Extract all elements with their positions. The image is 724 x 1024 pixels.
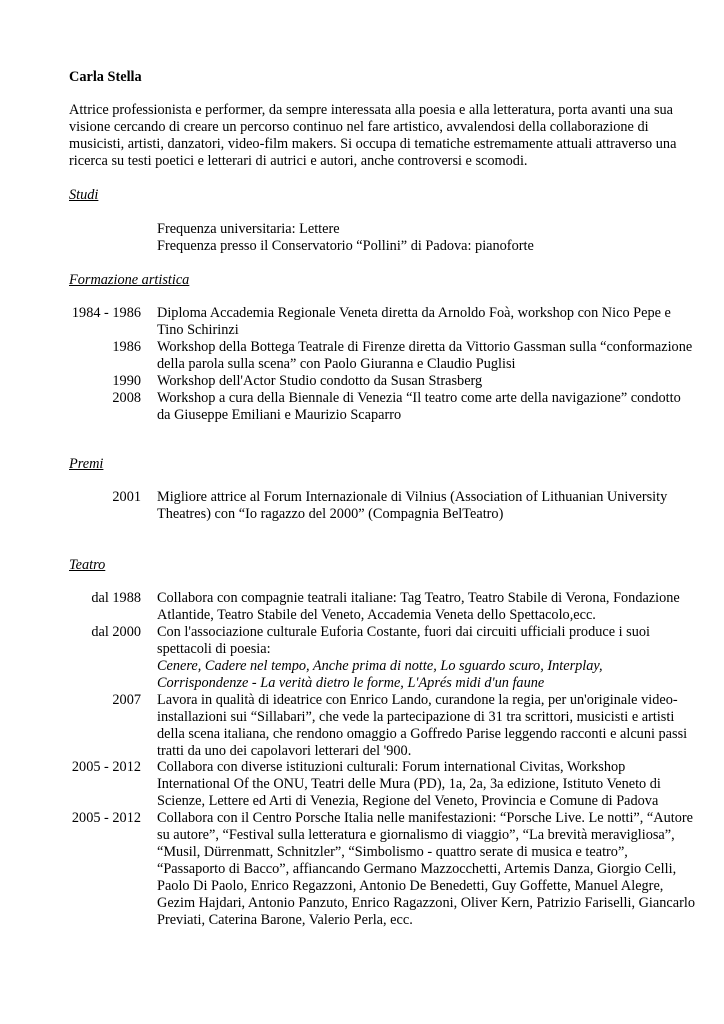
entry-text: Migliore attrice al Forum Internazionale di Vilnius (Association of Lithuanian University Theatres) con “Io ragazzo del 2000” (Compagnia BelTeatro) [157, 489, 668, 522]
section-heading-teatro: Teatro [69, 557, 106, 573]
entry-date: dal 2000 [91, 624, 141, 640]
entry-date: dal 1988 [91, 590, 141, 606]
entry-text: Diploma Accademia Regionale Veneta diretta da Arnoldo Foà, workshop con Nico Pepe e Tino Schirinzi [157, 305, 671, 338]
entry-text: Lavora in qualità di ideatrice con Enrico Lando, curandone la regia, per un'originale video-installazioni sui “Sillabari”, che vede la partecipazione di 31 tra scrittori, musicisti e artisti della scena italiana, che rendono omaggio a Goffredo Parise leggendo racconti e alcuni passi tratti da uno dei capolavori letterari del '900. [157, 692, 688, 759]
entry-date: 2005 - 2012 [71, 810, 141, 826]
entry-date: 1984 - 1986 [71, 305, 141, 321]
entry-date: 1986 [112, 339, 141, 355]
show-titles: Cenere, Cadere nel tempo, Anche prima di notte, Lo sguardo scuro, Interplay, Corrispondenze - La verità dietro le forme, L'Aprés midi d'un faune [157, 658, 603, 691]
intro-paragraph: Attrice professionista e performer, da sempre interessata alla poesia e alla letteratura, porta avanti una sua visione cercando di creare un percorso continuo nel fare artistico, avvalendosi della collaborazione di musicisti, artisti, danzatori, video-film makers. Si occupa di tematiche estremamente attuali attraverso una ricerca su testi poetici e letterari di autrici e autori, anche controversi e scomodi. [69, 102, 677, 169]
entry-text-block [157, 624, 697, 692]
section-heading-studi: Studi [69, 187, 99, 203]
entry-text: Workshop dell'Actor Studio condotto da Susan Strasberg [157, 373, 483, 389]
entry-date: 2007 [112, 692, 141, 708]
entry-text: Collabora con il Centro Porsche Italia nelle manifestazioni: “Porsche Live. Le notti”, “Autore su autore”, “Festival sulla letteratura e giornalismo di viaggio”, “La brevità meravigliosa”, “Musil, Dürrenmatt, Schnitzler”, “Simbolismo - quattro serate di musica e teatro”, “Passaporto di Bacco”, affiancando Germano Mazzocchetti, Artemis Danza, Giorgio Celli, Paolo Di Paolo, Enrico Regazzoni, Antonio De Benedetti, Guy Goffette, Manuel Alegre, Gezim Hajdari, Antonio Panzuto, Enrico Ragazzoni, Oliver Kern, Patrizio Fariselli, Giancarlo Previati, Caterina Barone, Valerio Perla, ecc. [157, 810, 695, 928]
entry-date: 2008 [112, 390, 141, 406]
person-name: Carla Stella [69, 69, 142, 85]
entry-text: Con l'associazione culturale Euforia Costante, fuori dai circuiti ufficiali produce i suoi spettacoli di poesia: [157, 624, 651, 657]
studi-line: Frequenza universitaria: Lettere [157, 221, 340, 237]
studi-line: Frequenza presso il Conservatorio “Pollini” di Padova: pianoforte [157, 238, 534, 254]
entry-text: Workshop della Bottega Teatrale di Firenze diretta da Vittorio Gassman sulla “conformazione della parola sulla scena” con Paolo Giuranna e Claudio Puglisi [157, 339, 693, 372]
entry-text: Collabora con diverse istituzioni culturali: Forum international Civitas, Workshop International Of the ONU, Teatri delle Mura (PD), 1a, 2a, 3a edizione, Istituto Veneto di Scienze, Lettere ed Arti di Venezia, Regione del Veneto, Provincia e Comune di Padova [157, 759, 661, 809]
entry-text: Workshop a cura della Biennale di Venezia “Il teatro come arte della navigazione” condotto da Giuseppe Emiliani e Maurizio Scaparro [157, 390, 681, 423]
entry-date: 2005 - 2012 [71, 759, 141, 775]
section-heading-premi: Premi [69, 456, 104, 472]
entry-date: 2001 [112, 489, 141, 505]
entry-date: 1990 [112, 373, 141, 389]
section-heading-formazione: Formazione artistica [69, 272, 190, 288]
entry-text: Collabora con compagnie teatrali italiane: Tag Teatro, Teatro Stabile di Verona, Fondazione Atlantide, Teatro Stabile del Veneto, Accademia Veneta dello Spettacolo,ecc. [157, 590, 680, 623]
